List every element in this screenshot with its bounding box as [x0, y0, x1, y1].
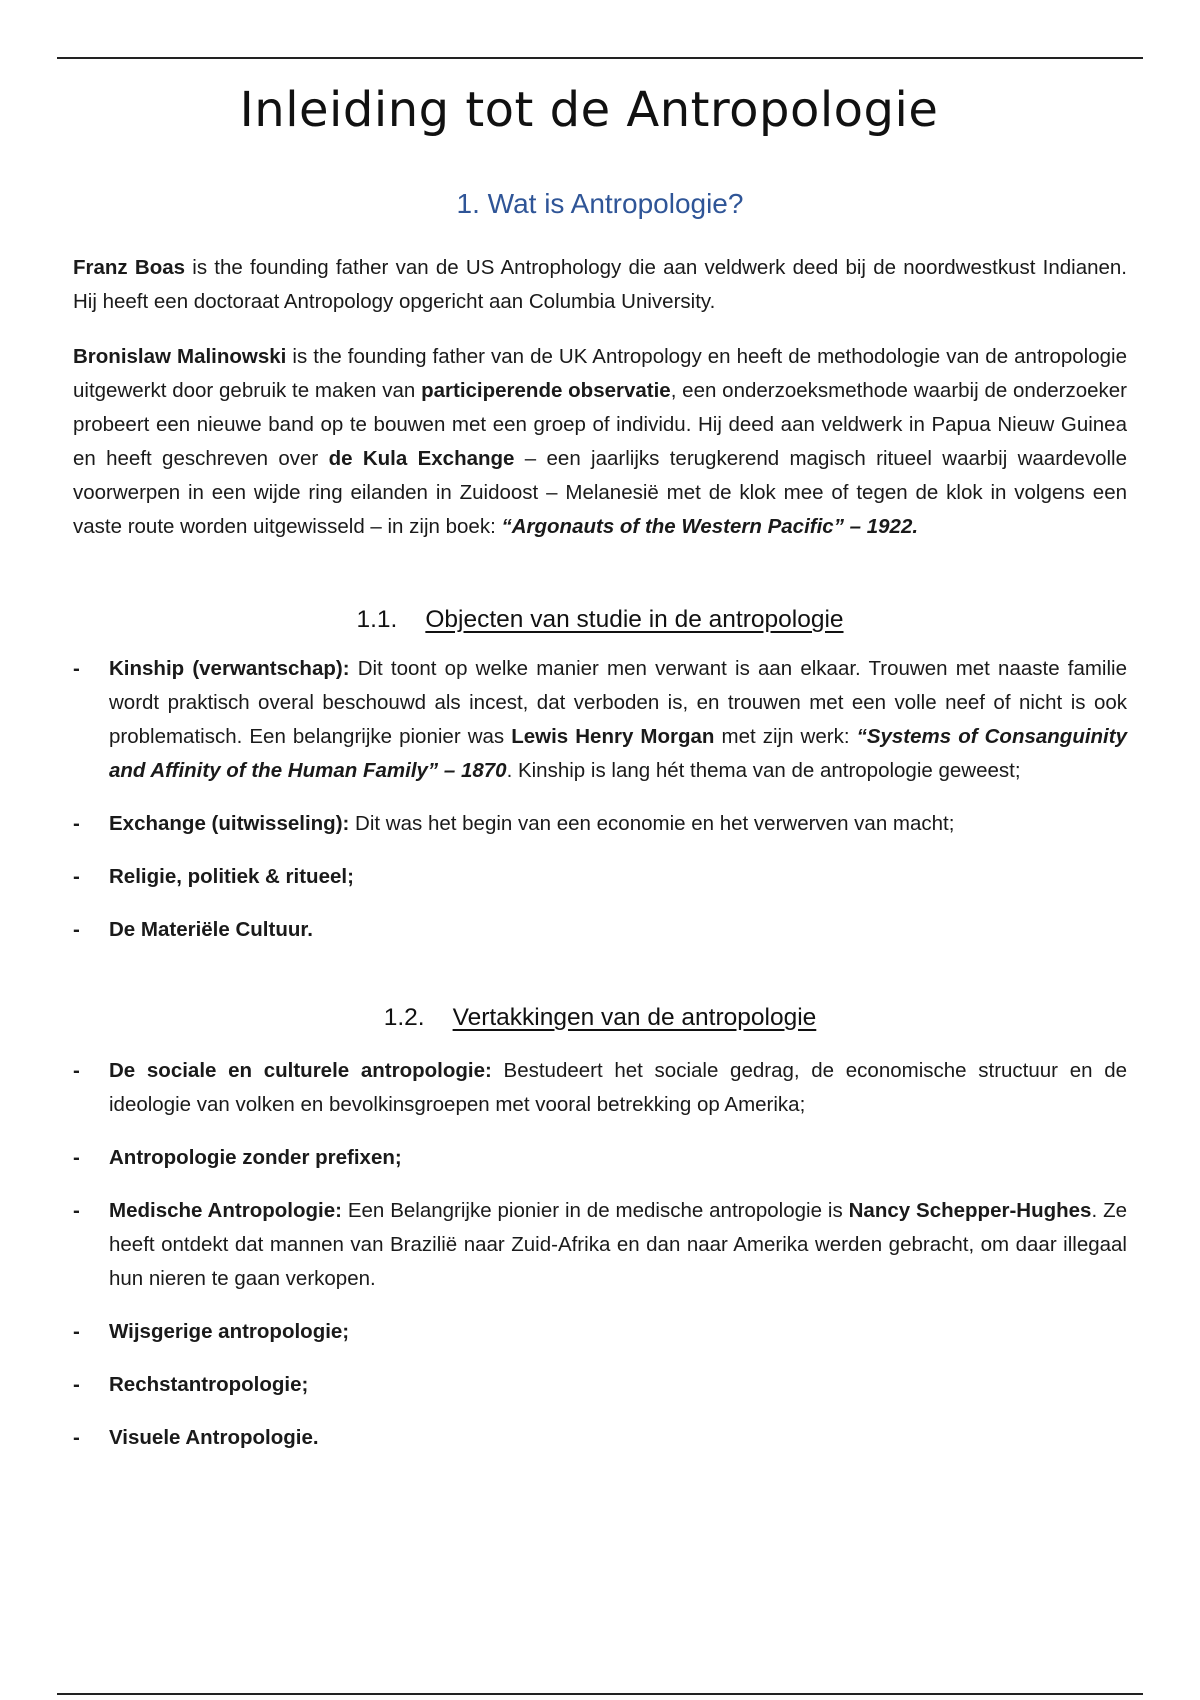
- item-term: Rechstantropologie;: [109, 1373, 309, 1396]
- branches-list: [73, 1054, 1127, 1474]
- malinowski-text-c: – een jaarlijks terugkerend magisch ritueel waarbij waardevolle voorwerpen in een wijde ring eilanden in Zuidoost – Melanesië met de klok mee of tegen de klok in volgens een vaste route worden uitgewisseld – in zijn boek:: [73, 447, 1127, 538]
- list-item: [73, 1421, 1127, 1455]
- item-text-3: . Kinship is lang hét thema van de antropologie geweest;: [506, 759, 1021, 782]
- bullet-dash: -: [73, 1320, 80, 1343]
- item-text-2: met zijn werk:: [714, 725, 857, 748]
- participerende-observatie: participerende observatie: [421, 379, 671, 402]
- malinowski-name: Bronislaw Malinowski: [73, 345, 287, 368]
- item-text: Bestudeert het sociale gedrag, de economische structuur en de ideologie van volken en bevolkinsgroepen met vooral betrekking op Amerika;: [109, 1059, 1127, 1116]
- list-item: [73, 1368, 1127, 1402]
- bullet-dash: -: [73, 657, 80, 680]
- item-term: Antropologie zonder prefixen;: [109, 1146, 402, 1169]
- boas-text: is the founding father van de US Antrophology die aan veldwerk deed bij de noordwestkust Indianen. Hij heeft een doctoraat Antropology opgericht aan Columbia University.: [73, 256, 1128, 313]
- list-item: [73, 807, 1127, 841]
- section-heading-1-2: [73, 1004, 1127, 1032]
- item-text: Een Belangrijke pionier in de medische antropologie is: [341, 1199, 849, 1222]
- bullet-dash: -: [73, 918, 80, 941]
- bottom-rule: [57, 1693, 1143, 1695]
- list-item: [73, 913, 1127, 947]
- list-item: [73, 652, 1127, 788]
- bullet-dash: -: [73, 1199, 80, 1222]
- list-item: [73, 1054, 1127, 1122]
- bullet-dash: -: [73, 1373, 80, 1396]
- bullet-dash: -: [73, 1426, 80, 1449]
- item-term: Visuele Antropologie.: [109, 1426, 319, 1449]
- item-term-2: Nancy Schepper-Hughes: [848, 1199, 1092, 1222]
- item-term: Kinship (verwantschap):: [109, 657, 350, 680]
- document-title: Inleiding tot de Antropologie: [239, 82, 939, 138]
- item-term: De Materiële Cultuur.: [109, 918, 313, 941]
- list-item: [73, 1141, 1127, 1175]
- section-heading-1-1: [73, 606, 1127, 634]
- item-term: Wijsgerige antropologie;: [109, 1320, 350, 1343]
- list-item: [73, 1194, 1127, 1296]
- section-title: Vertakkingen van de antropologie: [452, 1004, 817, 1031]
- item-text-2: . Ze heeft ontdekt dat mannen van Brazilië naar Zuid-Afrika en dan naar Amerika werden gebracht, om daar illegaal hun nieren te gaan verkopen.: [109, 1199, 1127, 1290]
- malinowski-text-b: , een onderzoeksmethode waarbij de onderzoeker probeert een nieuwe band op te bouwen met een groep of individu. Hij deed aan veldwerk in Papua Nieuw Guinea en heeft geschreven over: [73, 379, 1127, 470]
- list-item: [73, 860, 1127, 894]
- section-number: 1.2.: [383, 1004, 425, 1031]
- bullet-dash: -: [73, 1146, 80, 1169]
- book-title: “Argonauts of the Western Pacific” – 1922.: [501, 515, 919, 538]
- item-term: Exchange (uitwisseling):: [109, 812, 350, 835]
- malinowski-text-a: is the founding father van de UK Antropology en heeft de methodologie van de antropologie uitgewerkt door gebruik te maken van: [73, 345, 1127, 402]
- item-text: Dit toont op welke manier men verwant is aan elkaar. Trouwen met naaste familie wordt praktisch overal beschouwd als incest, dat verboden is, en trouwen met een volle neef of nicht is ook problematisch. Een belangrijke pionier was: [109, 657, 1127, 748]
- list-item: [73, 1315, 1127, 1349]
- objects-list: [73, 652, 1127, 966]
- bullet-dash: -: [73, 1059, 80, 1082]
- bullet-dash: -: [73, 812, 80, 835]
- work-title: “Systems of Consanguinity and Affinity of the Human Family” – 1870: [109, 725, 1127, 782]
- paragraph-malinowski: [73, 340, 1127, 544]
- item-term: Religie, politiek & ritueel;: [109, 865, 354, 888]
- item-term: Medische Antropologie:: [109, 1199, 342, 1222]
- section-number: 1.1.: [356, 606, 398, 633]
- kula-exchange: de Kula Exchange: [328, 447, 515, 470]
- section-heading-1: 1. Wat is Antropologie?: [456, 188, 744, 219]
- item-text: Dit was het begin van een economie en het verwerven van macht;: [349, 812, 955, 835]
- boas-name: Franz Boas: [73, 256, 186, 279]
- bullet-dash: -: [73, 865, 80, 888]
- section-title: Objecten van studie in de antropologie: [425, 606, 844, 633]
- item-term: De sociale en culturele antropologie:: [109, 1059, 492, 1082]
- top-rule: [57, 57, 1143, 59]
- item-term-2: Lewis Henry Morgan: [511, 725, 715, 748]
- paragraph-boas: [73, 251, 1127, 319]
